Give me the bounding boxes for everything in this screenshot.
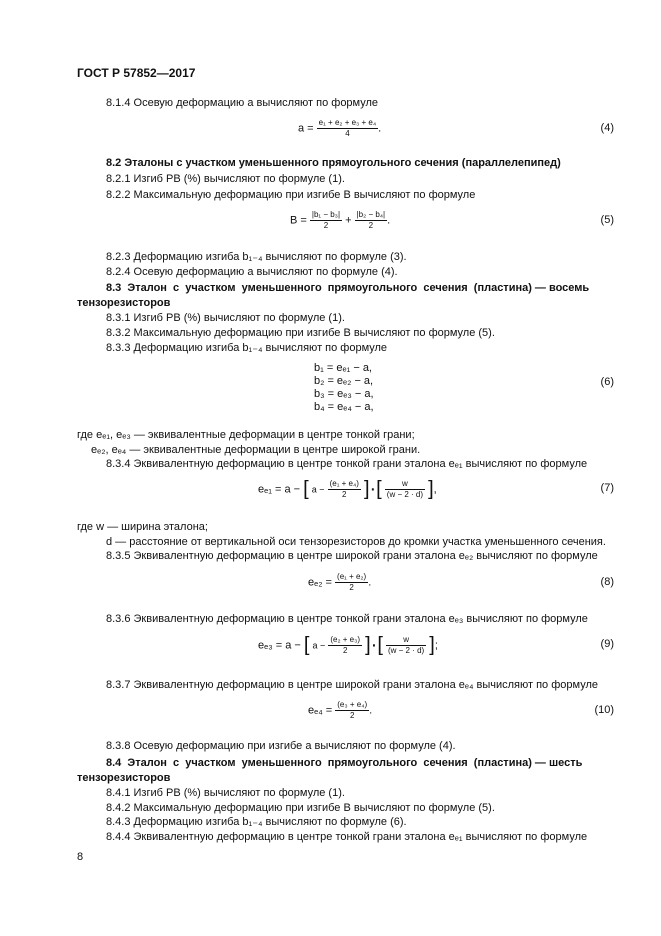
paragraph-8-3-8: 8.3.8 Осевую деформацию при изгибе a вычисляют по формуле (4).: [106, 740, 456, 752]
formula-10-lhs: eₑ₄ =: [308, 704, 333, 717]
formula-7-denominator-1: 2: [342, 490, 347, 499]
formula-9-inner-a: a −: [312, 640, 326, 651]
paragraph-8-3-7: 8.3.7 Эквивалентную деформацию в центре широкой грани эталона eₑ₄ вычисляют по формуле: [106, 679, 598, 691]
formula-8-denominator: 2: [349, 583, 354, 592]
formula-10-numerator: (e₃ + e₄): [337, 700, 368, 709]
formula-9-denominator-2: (w − 2 · d): [387, 646, 425, 655]
formula-9-fraction-1: [328, 635, 362, 656]
formula-10-number: (10): [594, 704, 614, 716]
formula-4-fraction: [317, 118, 378, 139]
formula-5-numerator-1: |b₁ − b₃|: [311, 210, 341, 219]
formula-7-fraction-1: [328, 479, 361, 500]
section-8-3-heading-cont: тензорезисторов: [77, 297, 171, 309]
formula-10-denominator: 2: [349, 711, 355, 720]
where-7-line-2: d — расстояние от вертикальной оси тензорезисторов до кромки участка уменьшенного сечения.: [106, 536, 606, 548]
section-8-4-heading-cont: тензорезисторов: [77, 772, 171, 784]
formula-7-number: (7): [600, 482, 614, 494]
paragraph-8-2-3: 8.2.3 Деформацию изгиба b₁₋₄ вычисляют по формуле (3).: [106, 251, 407, 263]
section-8-2-heading: 8.2 Эталоны с участком уменьшенного прямоугольного сечения (параллелепипед): [106, 157, 561, 169]
formula-9-tail: ;: [434, 639, 438, 652]
formula-5-tail: .: [387, 214, 391, 227]
where-6-line-1: где eₑ₁, eₑ₃ — эквивалентные деформации в центре тонкой грани;: [77, 429, 415, 441]
paragraph-8-3-2: 8.3.2 Максимальную деформацию при изгибе B вычисляют по формуле (5).: [106, 327, 495, 339]
paragraph-8-2-2: 8.2.2 Максимальную деформацию при изгибе B вычисляют по формуле: [106, 189, 476, 201]
paragraph-8-4-4: 8.4.4 Эквивалентную деформацию в центре тонкой грани эталона eₑ₁ вычисляют по формуле: [106, 831, 588, 843]
formula-9-bracket-mid: ]·[: [365, 634, 383, 656]
paragraph-8-4-1: 8.4.1 Изгиб PB (%) вычисляют по формуле (1).: [106, 787, 345, 799]
formula-5-numerator-2: |b₂ − b₄|: [356, 210, 386, 219]
formula-9-numerator-2: w: [386, 635, 426, 646]
paragraph-8-1-4: 8.1.4 Осевую деформацию a вычисляют по формуле: [106, 97, 379, 109]
formula-9-bracket-close: ]: [429, 634, 435, 656]
formula-8-fraction: [335, 572, 368, 593]
formula-7-fraction-2: [385, 479, 425, 500]
formula-7-numerator-1: (e₁ + e₄): [329, 479, 359, 488]
formula-6: [314, 362, 374, 414]
formula-5-plus: +: [345, 214, 352, 227]
formula-6-line-1: b₁ = eₑ₁ − a,: [314, 362, 372, 374]
formula-6-line-2: b₂ = eₑ₂ − a,: [314, 375, 374, 387]
paragraph-8-4-3: 8.4.3 Деформацию изгиба b₁₋₄ вычисляют по формуле (6).: [106, 816, 407, 828]
formula-5-fraction-2: [355, 210, 391, 231]
formula-9-number: (9): [600, 638, 614, 650]
formula-8-tail: .: [368, 576, 372, 589]
formula-7-inner-a: a −: [311, 484, 325, 495]
paragraph-8-3-5: 8.3.5 Эквивалентную деформацию в центре широкой грани эталона eₑ₂ вычисляют по формуле: [106, 550, 598, 562]
paragraph-8-2-1: 8.2.1 Изгиб PB (%) вычисляют по формуле (1).: [106, 173, 345, 185]
formula-10-fraction: [335, 700, 369, 721]
formula-6-line-3: b₃ = eₑ₃ − a,: [314, 388, 374, 400]
formula-7-bracket-open: [: [303, 478, 309, 500]
formula-5-fraction-1: [310, 210, 342, 231]
paragraph-8-3-1: 8.3.1 Изгиб PB (%) вычисляют по формуле (1).: [106, 312, 345, 324]
formula-8-number: (8): [600, 576, 614, 588]
formula-5-denominator-2: 2: [368, 221, 374, 230]
formula-7-bracket-mid: ]·[: [363, 478, 382, 500]
formula-5: [290, 210, 390, 231]
where-7-line-1: где w — ширина эталона;: [77, 521, 208, 533]
formula-7: [258, 478, 437, 501]
formula-5-lhs: B =: [290, 214, 307, 227]
paragraph-8-2-4: 8.2.4 Осевую деформацию a вычисляют по формуле (4).: [106, 266, 398, 278]
section-8-3-heading: 8.3 Эталон с участком уменьшенного прямоугольного сечения (пластина) — восемь: [106, 282, 590, 294]
formula-4-tail: .: [378, 122, 382, 135]
formula-10: [308, 700, 372, 721]
page-number: 8: [77, 851, 84, 863]
formula-9-numerator-1: (e₂ + e₃): [330, 635, 361, 644]
formula-5-denominator-1: 2: [323, 221, 329, 230]
formula-4: [298, 118, 381, 139]
formula-4-denominator: 4: [345, 129, 350, 138]
paragraph-8-3-6: 8.3.6 Эквивалентную деформацию в центре тонкой грани эталона eₑ₃ вычисляют по формуле: [106, 613, 588, 625]
section-8-4-heading: 8.4 Эталон с участком уменьшенного прямоугольного сечения (пластина) — шесть: [106, 757, 583, 769]
formula-8-lhs: eₑ₂ =: [308, 576, 332, 589]
formula-7-bracket-close: ]: [428, 478, 434, 500]
formula-9-denominator-1: 2: [342, 646, 348, 655]
formula-8: [308, 572, 371, 593]
formula-9-bracket-open: [: [303, 634, 310, 656]
formula-7-lhs: eₑ₁ = a −: [258, 483, 301, 496]
formula-8-numerator: (e₁ + e₂): [337, 572, 367, 581]
formula-9-fraction-2: [386, 635, 426, 656]
paragraph-8-3-4: 8.3.4 Эквивалентную деформацию в центре тонкой грани эталона eₑ₁ вычисляют по формуле: [106, 458, 588, 470]
paragraph-8-4-2: 8.4.2 Максимальную деформацию при изгибе B вычисляют по формуле (5).: [106, 802, 495, 814]
formula-4-number: (4): [600, 122, 614, 134]
formula-4-lhs: a =: [298, 122, 314, 135]
formula-7-tail: ,: [433, 483, 437, 496]
formula-7-denominator-2: (w − 2 · d): [386, 490, 424, 499]
where-6-line-2: eₑ₂, eₑ₄ — эквивалентные деформации в центре широкой грани.: [91, 444, 421, 456]
formula-7-numerator-2: w: [385, 479, 425, 490]
formula-4-numerator: e₁ + e₂ + e₃ + e₄: [318, 118, 377, 127]
formula-9: [258, 634, 438, 657]
formula-9-lhs: eₑ₃ = a −: [258, 639, 301, 652]
paragraph-8-3-3: 8.3.3 Деформацию изгиба b₁₋₄ вычисляют по формуле: [106, 342, 388, 354]
formula-6-number: (6): [600, 376, 614, 388]
formula-6-line-4: b₄ = eₑ₄ − a,: [314, 401, 374, 413]
formula-10-tail: .: [369, 704, 373, 717]
document-header: ГОСТ Р 57852—2017: [77, 66, 196, 80]
formula-5-number: (5): [600, 214, 614, 226]
